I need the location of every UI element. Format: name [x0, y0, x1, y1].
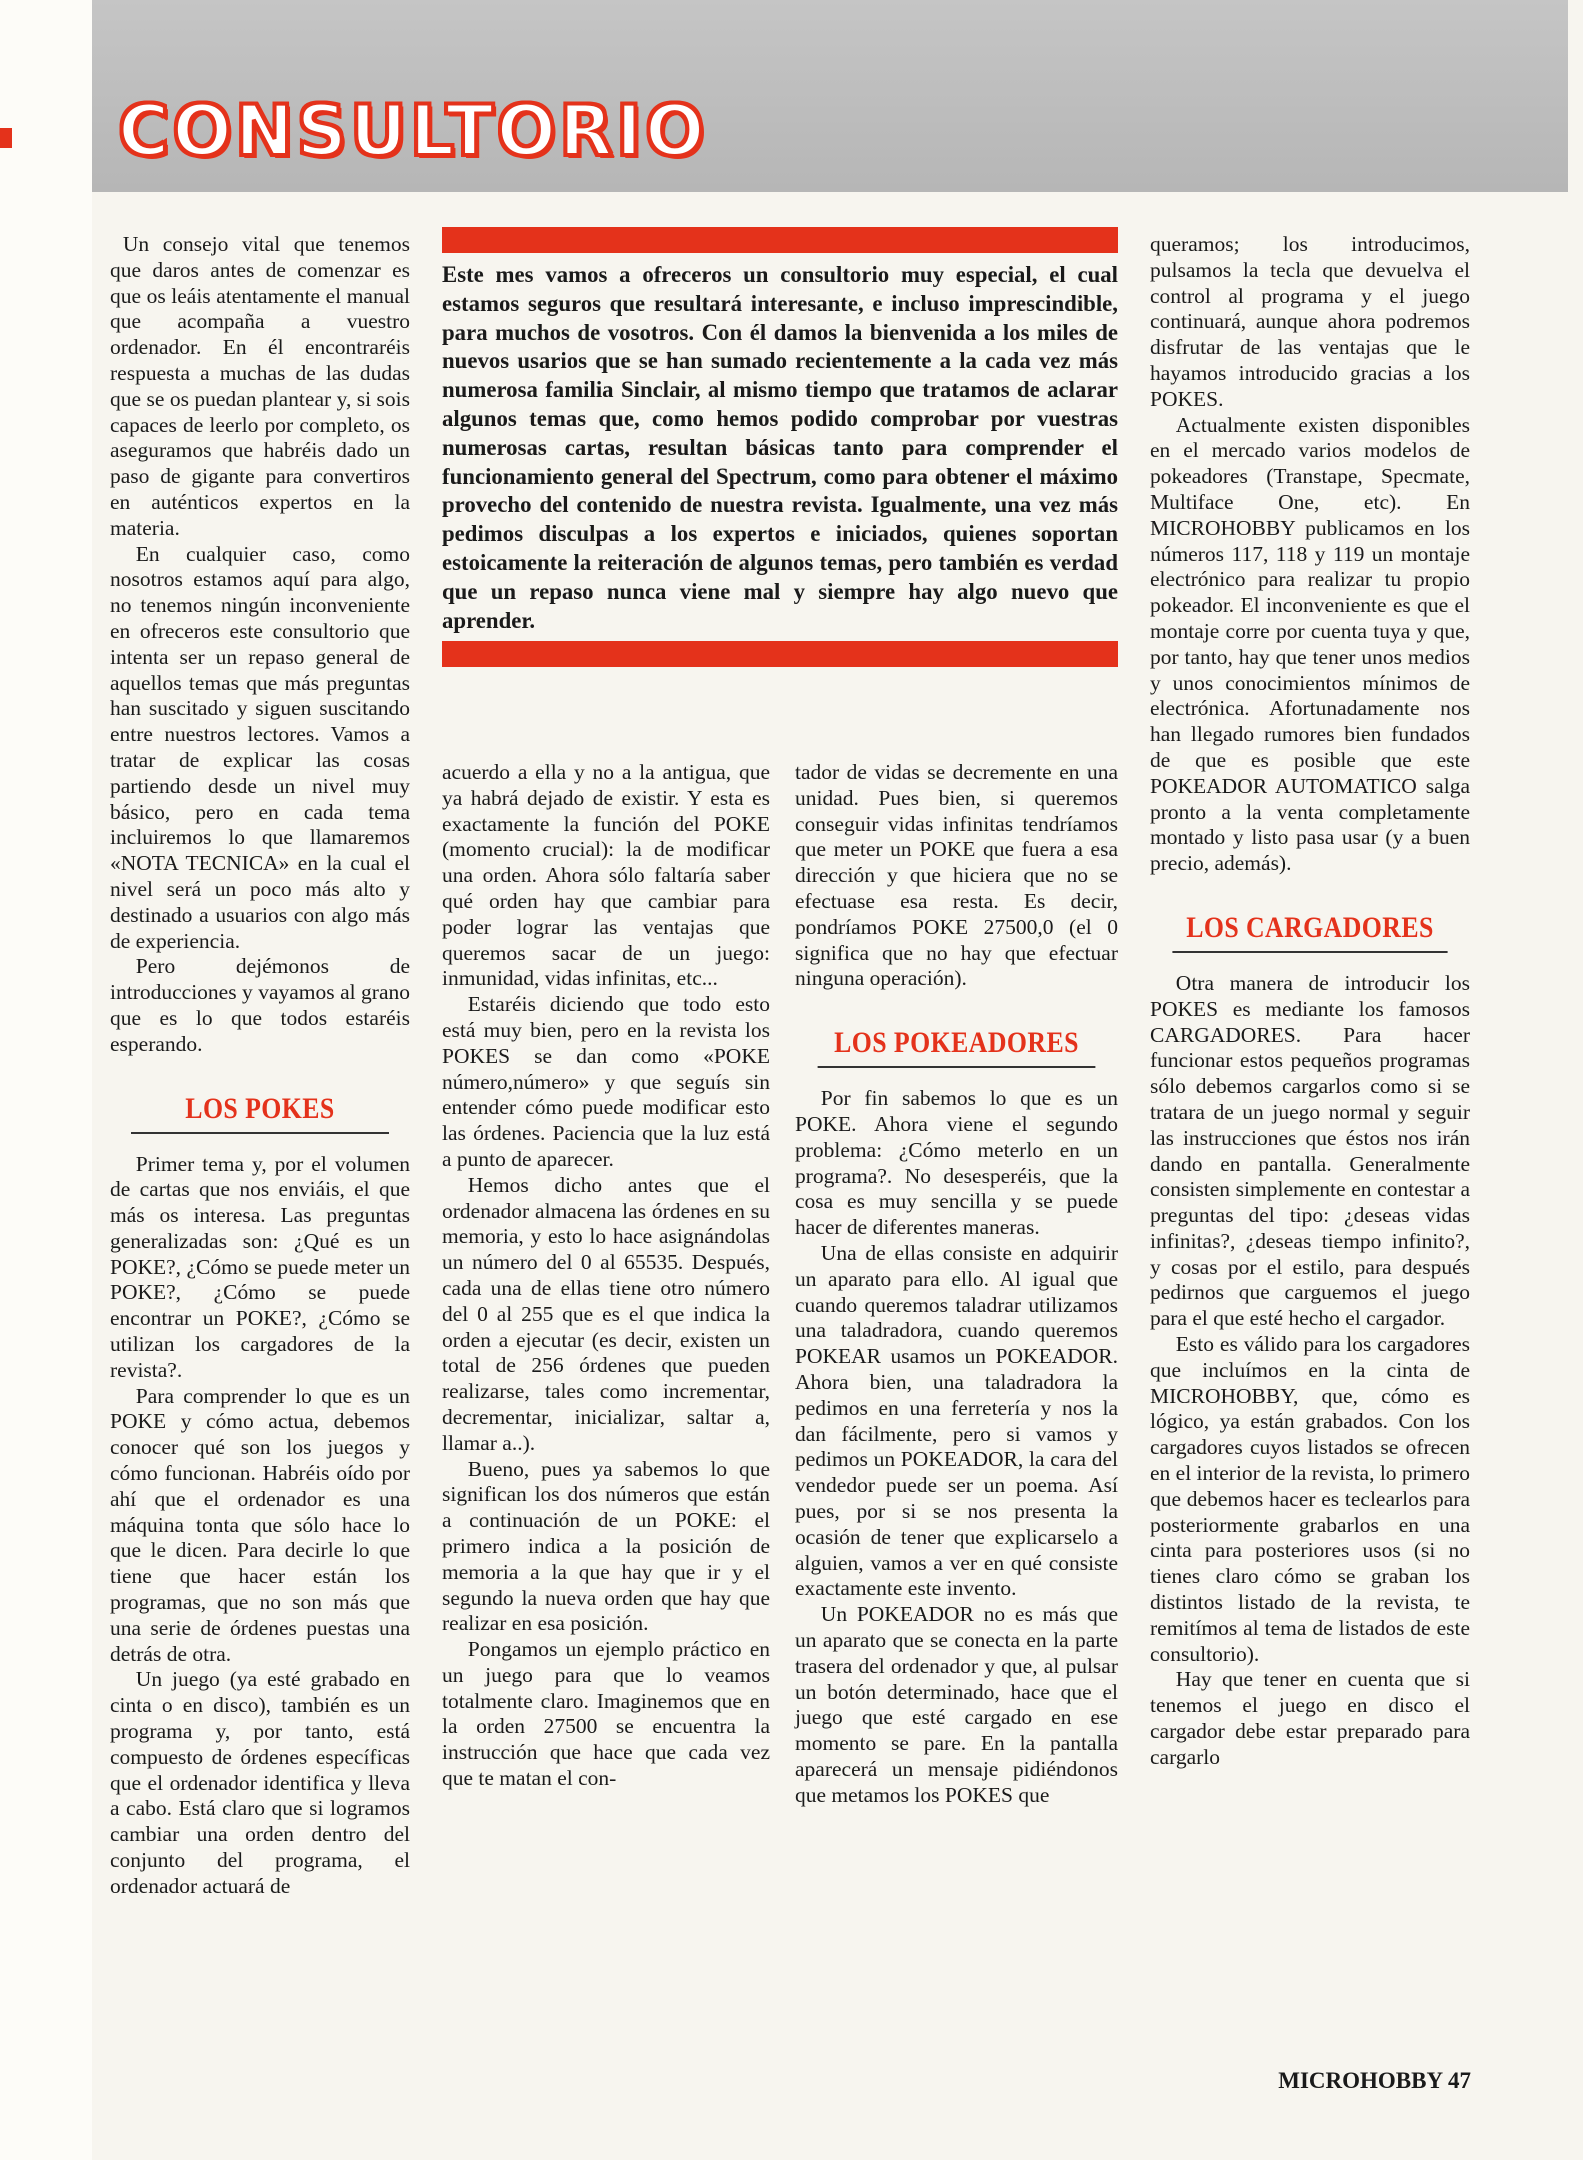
paragraph: Un consejo vital que tenemos que daros antes de comenzar es que os leáis atentamente el manual que acompaña a vuestro ordenador. En él encontraréis respuesta a muchas de las dudas que se os puedan plantear y, si sois capaces de leerlo por completo, os aseguramos que habréis dado un paso de gigante para convertiros en auténticos expertos en la materia.	[110, 232, 410, 540]
page-margin	[0, 0, 92, 2160]
column-2	[442, 760, 770, 1792]
paragraph: Un juego (ya esté grabado en cinta o en disco), también es un programa y, por tanto, está compuesto de órdenes específicas que el ordenador identifica y lleva a cabo. Está claro que si logramos cambiar una orden dentro del conjunto del programa, el ordenador actuará de	[110, 1667, 410, 1898]
paragraph: Estaréis diciendo que todo esto está muy bien, pero en la revista los POKES se dan como «POKE número,número» y que seguís sin entender cómo puede modificar esto las órdenes. Paciencia que la luz está a punto de aparecer.	[442, 992, 770, 1171]
paragraph: Una de ellas consiste en adquirir un aparato para ello. Al igual que cuando queremos taladrar utilizamos una taladradora, cuando queremos POKEAR usamos un POKEADOR. Ahora bien, una taladradora la pedimos en una ferretería y nos la dan fácilmente, pero si vamos y pedimos un POKEADOR, la cara del vendedor puede ser un poema. Así pues, por si se nos presenta la ocasión de tener que explicarselo a alguien, vamos a ver en qué consiste exactamente este invento.	[795, 1240, 1118, 1601]
paragraph: acuerdo a ella y no a la antigua, que ya habrá dejado de existir. Y esta es exactamente la función del POKE (momento crucial): la de modificar una orden. Ahora sólo faltaría saber qué orden hay que cambiar para poder lograr las ventajas que queremos sacar de un juego: inmunidad, vidas infinitas, etc...	[442, 760, 770, 991]
page-title: CONSULTORIO	[118, 90, 708, 172]
paragraph: queramos; los introducimos, pulsamos la tecla que devuelva el control al programa y el juego continuará, aunque ahora podremos disfrutar de las ventajas que le hayamos introducido gracias a los POKES.	[1150, 232, 1470, 411]
section-marker	[0, 128, 12, 148]
column-1	[110, 232, 410, 1900]
paragraph: Para comprender lo que es un POKE y cómo actua, debemos conocer qué son los juegos y cómo funcionan. Habréis oído por ahí que el ordenador es una máquina tonta que sólo hace lo que le dicen. Para decirle lo que tiene que hacer están los programas, que no son más que una serie de órdenes puestas una detrás de otra.	[110, 1383, 410, 1666]
paragraph: Hay que tener en cuenta que si tenemos el juego en disco el cargador debe estar preparado para cargarlo	[1150, 1667, 1470, 1769]
intro-box	[442, 227, 1118, 667]
paragraph: Pero dejémonos de introducciones y vayamos al grano que es lo que todos estaréis esperando.	[110, 954, 410, 1056]
intro-top-rule	[442, 227, 1118, 253]
column-3	[795, 760, 1118, 1808]
column-4	[1150, 232, 1470, 1771]
paragraph: Primer tema y, por el volumen de cartas que nos enviáis, el que más os interesa. Las preguntas generalizadas son: ¿Qué es un POKE?, ¿Cómo se puede meter un POKE?, ¿Cómo se puede encontrar un POKE?, ¿Cómo se utilizan los cargadores de la revista?.	[110, 1151, 410, 1382]
paragraph: En cualquier caso, como nosotros estamos aquí para algo, no tenemos ningún inconveniente en ofreceros este consultorio que intenta ser un repaso general de aquellos temas que más preguntas han suscitado y siguen suscitando entre nuestros lectores. Vamos a tratar de explicar las cosas partiendo desde un nivel muy básico, pero en cada tema incluiremos lo que llamaremos «NOTA TECNICA» en la cual el nivel será un poco más alto y destinado a usuarios con algo más de experiencia.	[110, 541, 410, 953]
paragraph: Un POKEADOR no es más que un aparato que se conecta en la parte trasera del ordenador y que, al pulsar un botón determinado, hace que el juego que esté cargado en ese momento se pare. En la pantalla aparecerá un mensaje pidiéndonos que metamos los POKES que	[795, 1602, 1118, 1807]
paragraph: Por fin sabemos lo que es un POKE. Ahora viene el segundo problema: ¿Cómo meterlo en un programa?. No desesperéis, que la cosa es muy sencilla y se puede hacer de diferentes maneras.	[795, 1086, 1118, 1240]
paragraph: Bueno, pues ya sabemos lo que significan los dos números que están a continuación de un POKE: el primero indica a la posición de memoria a la que hay que ir y el segundo la nueva orden que hay que realizar en esa posición.	[442, 1456, 770, 1636]
section-heading-cargadores: LOS CARGADORES	[1172, 911, 1447, 953]
section-heading-pokeadores: LOS POKEADORES	[818, 1026, 1096, 1068]
page-folio: MICROHOBBY 47	[1278, 2068, 1471, 2093]
paragraph: Otra manera de introducir los POKES es mediante los famosos CARGADORES. Para hacer funcionar estos pequeños programas sólo debemos cargarlos como si se tratara de un juego normal y seguir las instrucciones que éstos nos irán dando en pantalla. Generalmente consisten simplemente en contestar a preguntas del tipo: ¿deseas vidas infinitas?, ¿deseas tiempo infinito?, y cosas por el estilo, para después pedirnos que carguemos el juego para el que esté hecho el cargador.	[1150, 970, 1470, 1331]
intro-text: Este mes vamos a ofreceros un consultorio muy especial, el cual estamos seguros que resultará interesante, e incluso imprescindible, para muchos de vosotros. Con él damos la bienvenida a los miles de nuevos usarios que se han sumado recientemente a la cada vez más numerosa familia Sinclair, al mismo tiempo que tratamos de aclarar algunos temas que, como hemos podido comprobar por vuestras numerosas cartas, resultan básicas tanto para comprender el funcionamiento general del Spectrum, como para obtener el máximo provecho del contenido de nuestra revista. Igualmente, una vez más pedimos disculpas a los expertos e iniciados, quienes soportan estoicamente la reiteración de algunos temas, pero también es verdad que un repaso nunca viene mal y siempre hay algo nuevo que aprender.	[442, 262, 1118, 633]
paragraph: tador de vidas se decremente en una unidad. Pues bien, si queremos conseguir vidas infinitas tendríamos que meter un POKE que fuera a esa dirección y que hiciera que no se efectuase esa resta. Es decir, pondríamos POKE 27500,0 (el 0 significa que no hay que efectuar ninguna operación).	[795, 760, 1118, 991]
intro-bottom-rule	[442, 641, 1118, 667]
paragraph: Hemos dicho antes que el ordenador almacena las órdenes en su memoria, y esto lo hace asignándolas un número del 0 al 65535. Después, cada una de ellas tiene otro número del 0 al 255 que es el que indica la orden a ejecutar (es decir, existen un total de 256 órdenes que pueden realizarse, tales como incrementar, decrementar, inicializar, saltar a, llamar a..).	[442, 1172, 770, 1455]
paragraph: Actualmente existen disponibles en el mercado varios modelos de pokeadores (Transtape, Specmate, Multiface One, etc). En MICROHOBBY publicamos en los números 117, 118 y 119 un montaje electrónico para realizar tu propio pokeador. El inconveniente es que el montaje corre por cuenta tuya y que, por tanto, hay que tener unos medios y unos conocimientos mínimos de electrónica. Afortunadamente nos han llegado rumores bien fundados de que es posible que este POKEADOR AUTOMATICO salga pronto a la venta completamente montado y listo pasa usar (y a buen precio, además).	[1150, 412, 1470, 876]
paragraph: Esto es válido para los cargadores que incluímos en la cinta de MICROHOBBY, que, cómo es lógico, ya están grabados. Con los cargadores cuyos listados se ofrecen en el interior de la revista, lo primero que debemos hacer es teclearlos para posteriormente grabarlos en una cinta para posteriores usos (si no tienes claro cómo se graban los distintos listado de la revista, te remitímos al tema de listados de este consultorio).	[1150, 1332, 1470, 1666]
paragraph: Pongamos un ejemplo práctico en un juego para que lo veamos totalmente claro. Imaginemos que en la orden 27500 se encuentra la instrucción que hace que cada vez que te matan el con-	[442, 1637, 770, 1791]
section-heading-pokes: LOS POKES	[131, 1092, 389, 1134]
